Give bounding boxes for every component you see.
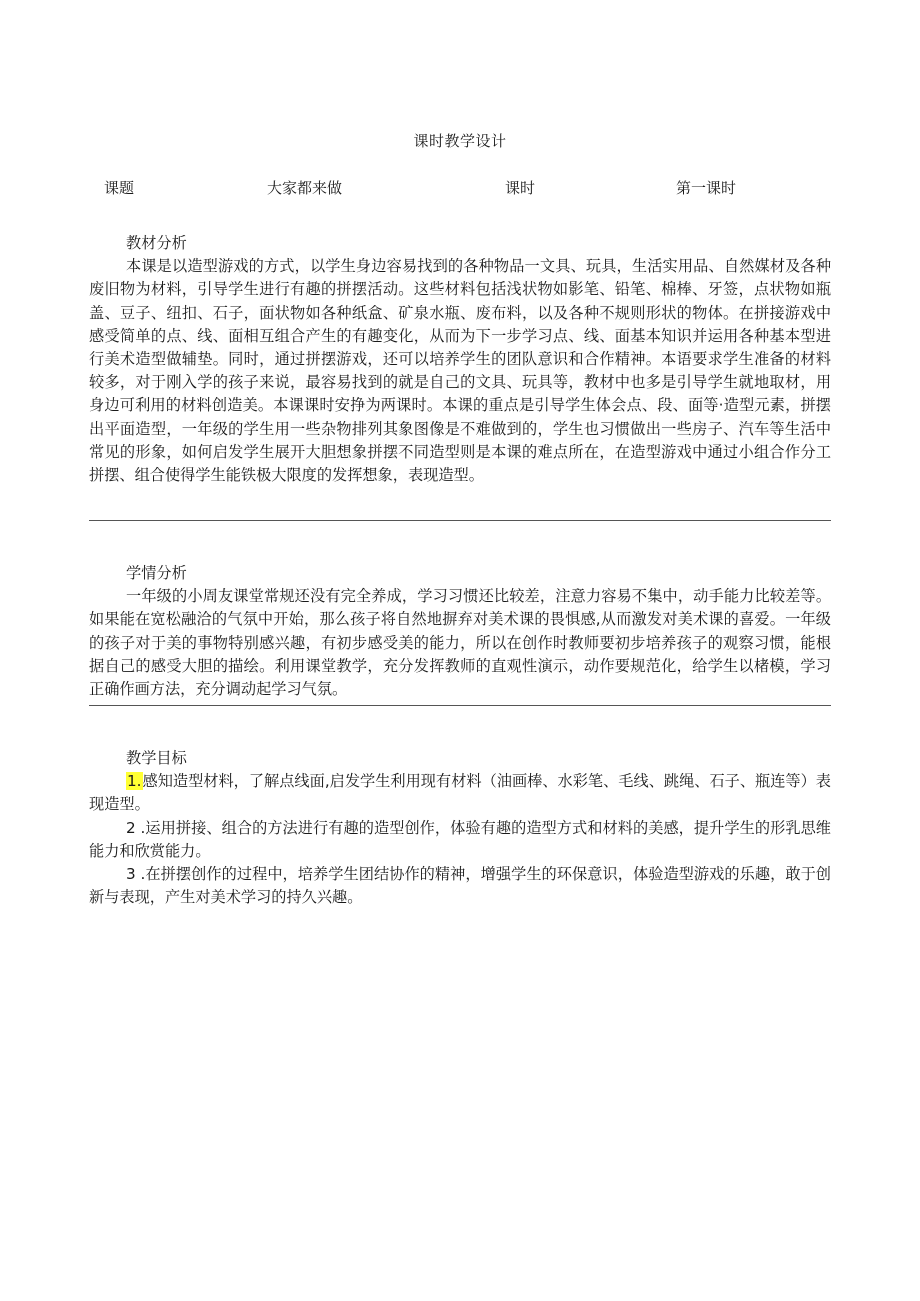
goal-item — [89, 863, 831, 909]
section-divider — [89, 520, 831, 521]
goal-number: 3 — [126, 865, 136, 884]
goal-number: 2 — [126, 818, 136, 837]
teaching-goals-heading: 教学目标 — [126, 749, 187, 767]
student-analysis-heading: 学情分析 — [126, 564, 187, 582]
goal-text: .在拼摆创作的过程中，培养学生团结协作的精神，增强学生的环保意识，体验造型游戏的乐趣，敢于创新与表现，产生对美术学习的持久兴趣。 — [89, 865, 831, 907]
goal-item — [89, 817, 831, 863]
teaching-goals-section — [89, 747, 831, 909]
material-analysis-heading: 教材分析 — [126, 234, 187, 252]
goal-text: 感知造型材料，了解点线面,启发学生利用现有材料（油画棒、水彩笔、毛线、跳绳、石子、瓶连等）表现造型。 — [89, 772, 831, 814]
material-analysis-body: 本课是以造型游戏的方式，以学生身边容易找到的各种物品一文具、玩具，生活实用品、自然媒材及各种废旧物为材料，引导学生进行有趣的拼摆活动。这些材料包括浅状物如影笔、铅笔、棉棒、牙签，点状物如瓶盖、豆子、纽扣、石子，面状物如各种纸盒、矿泉水瓶、废布料，以及各种不规则形状的物体。在拼接游戏中感受简单的点、线、面相互组合产生的有趣变化，从而为下一步学习点、线、面基本知识并运用各种基本型进行美术造型做辅垫。同时，通过拼摆游戏，还可以培养学生的团队意识和合作精神。本语要求学生准备的材料较多，对于刚入学的孩子来说，最容易找到的就是自己的文具、玩具等，教材中也多是引导学生就地取材，用身边可利用的材料创造美。本课课时安挣为两课时。本课的重点是引导学生体会点、段、面等·造型元素，拼摆出平面造型，一年级的学生用一些杂物排列其象图像是不难做到的，学生也习惯做出一些房子、汽车等生活中常见的形象，如何启发学生展开大胆想象拼摆不同造型则是本课的难点所在，在造型游戏中通过小组合作分工拼摆、组合使得学生能铁极大限度的发挥想象，表现造型。 — [89, 257, 831, 485]
lesson-header-row — [0, 177, 920, 199]
material-analysis-section — [89, 232, 831, 487]
goal-number: 1. — [127, 772, 142, 791]
topic-label: 课题 — [104, 179, 135, 197]
period-value: 第一课时 — [676, 179, 737, 197]
topic-value: 大家都来做 — [267, 179, 343, 197]
goal-text: .运用拼接、组合的方法进行有趣的造型创作，体验有趣的造型方式和材料的美感，提升学生的形乳思维能力和欣赏能力。 — [89, 818, 831, 860]
student-analysis-body: 一年级的小周友课堂常规还没有完全养成，学习习惯还比较差，注意力容易不集中，动手能力比较差等。如果能在宽松融洽的气氛中开始，那么孩子将自然地摒弃对美术课的畏惧感,从而激发对美术课的喜爱。一年级的孩子对于美的事物特别感兴趣，有初步感受美的能力，所以在创作时教师要初步培养孩子的观察习惯，能根据自己的感受大胆的描绘。利用课堂教学，充分发挥教师的直观性演示，动作要规范化，给学生以楮模，学习正确作画方法，充分调动起学习气氛。 — [89, 587, 831, 699]
student-analysis-section — [89, 562, 831, 701]
goal-item — [89, 770, 831, 816]
section-divider — [89, 705, 831, 706]
document-title: 课时教学设计 — [413, 132, 507, 150]
period-label: 课时 — [505, 179, 536, 197]
